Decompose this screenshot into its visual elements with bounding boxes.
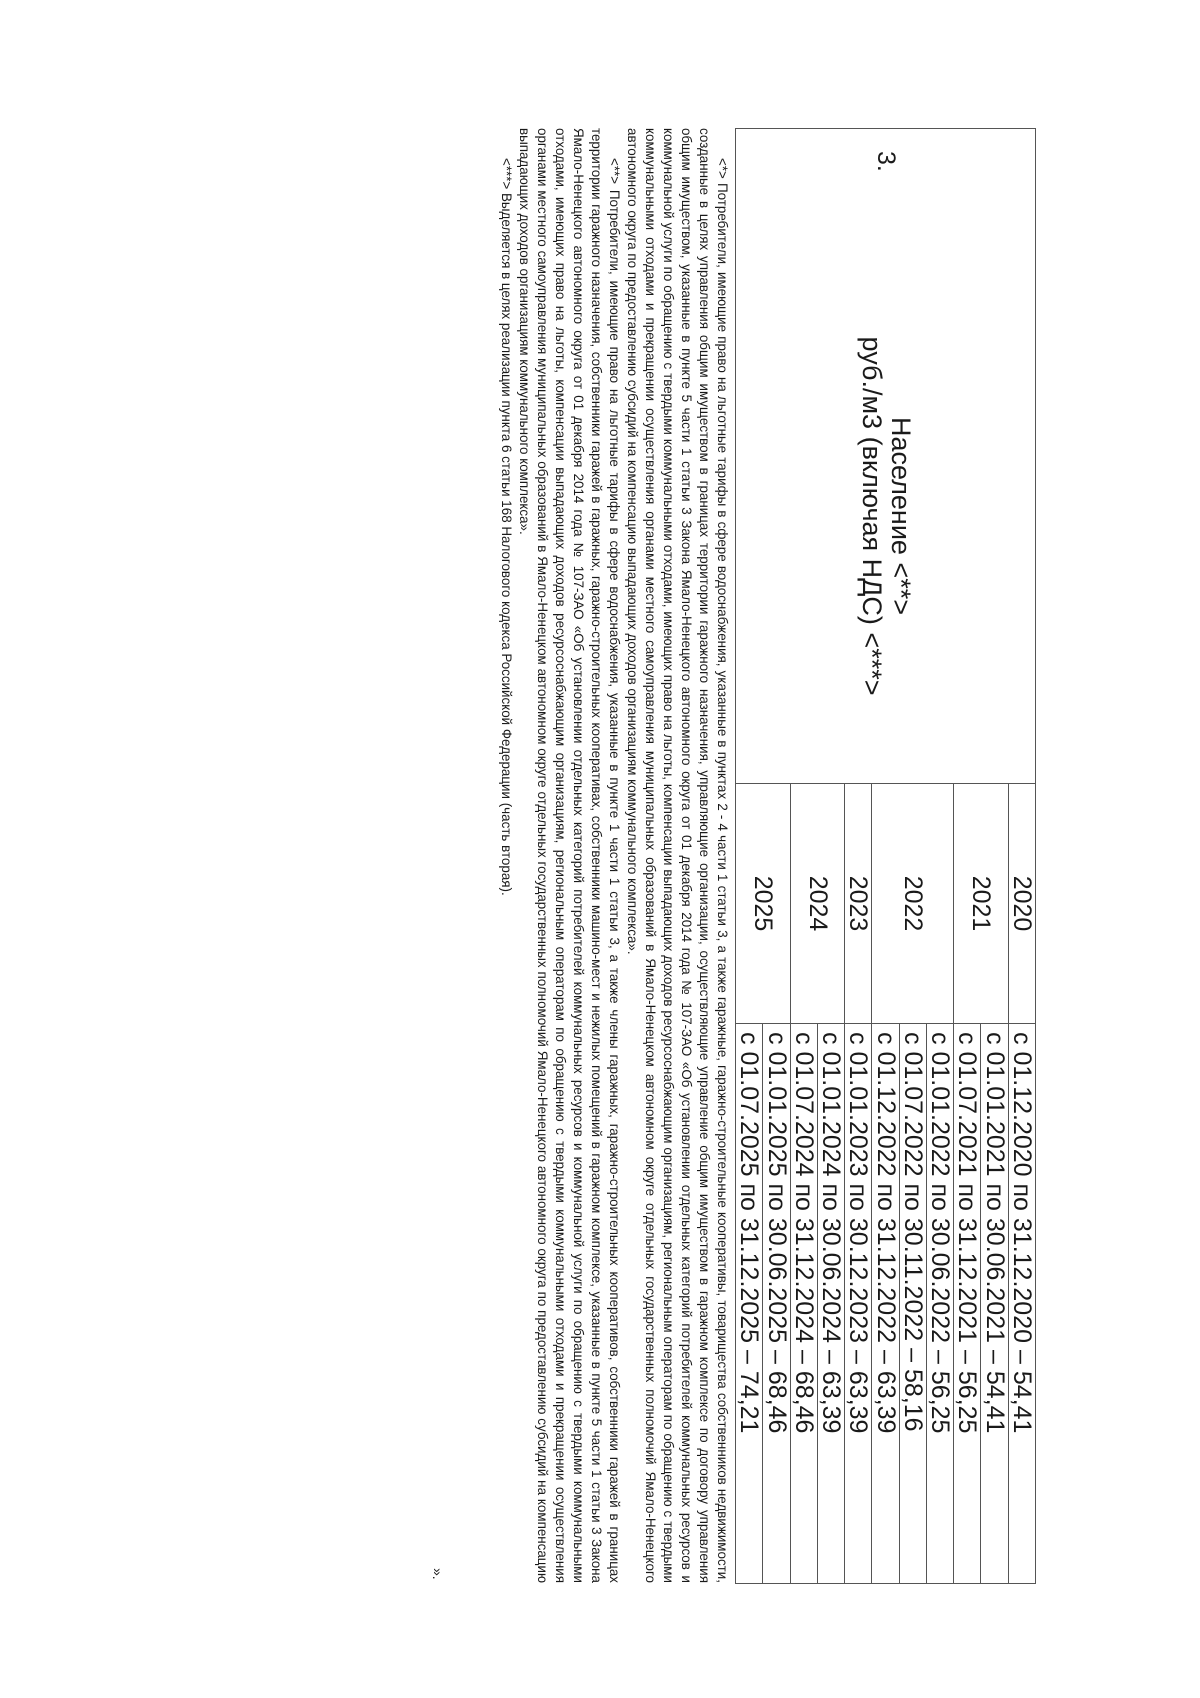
- closing-quote-mark: ».: [430, 1568, 446, 1580]
- period-cell: с 01.01.2023 по 30.12.2023 – 63,39: [845, 1024, 872, 1584]
- row-number: 3.: [871, 151, 900, 172]
- year-cell: 2020: [1008, 784, 1035, 1024]
- period-cell: с 01.12.2020 по 31.12.2020 – 54,41: [1008, 1024, 1035, 1584]
- period-cell: с 01.01.2024 по 30.06.2024 – 63,39: [818, 1024, 845, 1584]
- table-row: [1008, 129, 1035, 1584]
- year-cell: 2022: [872, 784, 954, 1024]
- period-cell: с 01.01.2022 по 30.06.2022 – 56,25: [927, 1024, 954, 1584]
- period-cell: с 01.07.2024 по 31.12.2024 – 68,46: [790, 1024, 817, 1584]
- year-cell: 2025: [736, 784, 791, 1024]
- footnote-3: <***> Выделяется в целях реализации пункта 6 статьи 168 Налогового кодекса Российской Федерации (часть вторая).: [499, 158, 514, 896]
- tariff-table: [735, 128, 1036, 1584]
- category-label: [856, 257, 915, 775]
- footnote-1: <*> Потребители, имеющие право на льготные тарифы в сфере водоснабжения, указанные в пунктах 2 - 4 части 1 статьи 3, а также гаражные, гаражно-строительные кооперативы, товарищества собственников недвижимости, созданные в целях управления общим имуществом в границах территории гаражного назначения, управляющие организации, осуществляющие управление общим имуществом в гаражном комплексе по договору управления общим имуществом, указанные в пункте 5 части 1 статьи 3 Закона Ямало-Ненецкого автономного округа от 01 декабря 2014 года № 107-ЗАО «Об установлении отдельных категорий потребителей коммунальных ресурсов и коммунальной услуги по обращению с твердыми коммунальными отходами, имеющих право на льготы, компенсации выпадающих доходов ресурсоснабжающим организациям, региональным операторам по обращению с твердыми коммунальными отходами и прекращении осуществления органами местного самоуправления муниципальных образований в Ямало-Ненецком автономном округе отдельных государственных полномочий Ямало-Ненецкого автономного округа по предоставлению субсидий на компенсацию выпадающих доходов организациям коммунального комплекса».: [625, 128, 730, 1583]
- period-cell: с 01.12.2022 по 31.12.2022 – 63,39: [872, 1024, 899, 1584]
- year-cell: 2024: [790, 784, 845, 1024]
- footnote-2: <**> Потребители, имеющие право на льготные тарифы в сфере водоснабжения, указанные в пункте 1 части 1 статьи 3, а также члены гаражных, гаражно-строительных кооперативов, собственники гаражей в границах территории гаражного назначения, собственники гаражей в гаражных, гаражно-строительных кооперативах, собственники машино-мест и нежилых помещений в гаражном комплексе, указанные в пункте 5 части 1 статьи 3 Закона Ямало-Ненецкого автономного округа от 01 декабря 2014 года № 107-ЗАО «Об установлении отдельных категорий потребителей коммунальных ресурсов и коммунальной услуги по обращению с твердыми коммунальными отходами, имеющих право на льготы, компенсации выпадающих доходов ресурсоснабжающим организациям, региональным операторам по обращению с твердыми коммунальными отходами и прекращении осуществления органами местного самоуправления муниципальных образований в Ямало-Ненецком автономном округе отдельных государственных полномочий Ямало-Ненецкого автономного округа по предоставлению субсидий на компенсацию выпадающих доходов организациям коммунального комплекса».: [517, 128, 622, 1583]
- period-cell: с 01.07.2025 по 31.12.2025 – 74,21: [736, 1024, 763, 1584]
- category-cell: [736, 129, 1036, 784]
- period-cell: с 01.01.2025 по 30.06.2025 – 68,46: [763, 1024, 790, 1584]
- period-cell: с 01.01.2021 по 30.06.2021 – 54,41: [981, 1024, 1008, 1584]
- document-page: [116, 128, 1036, 1688]
- category-title: Население <**>: [886, 417, 917, 615]
- footnotes: [497, 128, 731, 1583]
- period-cell: с 01.07.2021 по 31.12.2021 – 56,25: [954, 1024, 981, 1584]
- period-cell: с 01.07.2022 по 30.11.2022 – 58,16: [899, 1024, 926, 1584]
- year-cell: 2021: [954, 784, 1009, 1024]
- category-unit: руб./м3 (включая НДС) <***>: [856, 336, 887, 696]
- year-cell: 2023: [845, 784, 872, 1024]
